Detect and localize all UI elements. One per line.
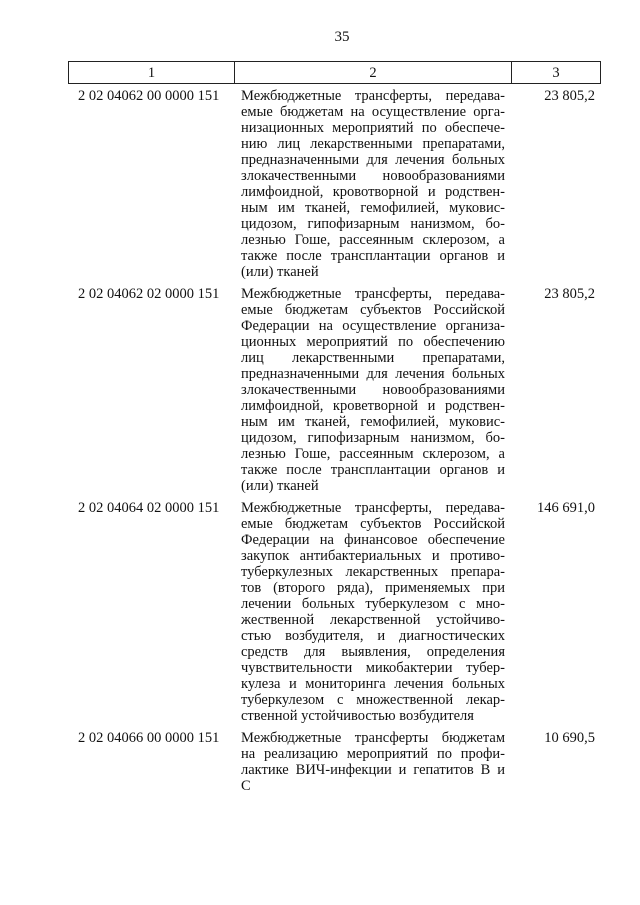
description-line: лезнью Гоше, рассеянным склерозом, а [241,232,505,248]
table-row [68,88,601,280]
description-line: лактике ВИЧ-инфекции и гепатитов В и [241,762,505,778]
description-line: предназначенными для лечения больных [241,366,505,382]
description-line: закупок антибактериальных и противо- [241,548,505,564]
description-cell [235,286,512,494]
description-line: Федерации на осуществление организа- [241,318,505,334]
description-line: злокачественными новообразованиями [241,168,505,184]
column-header-3: 3 [552,64,560,81]
description-line: Федерации на финансовое обеспечение [241,532,505,548]
description-line: емые бюджетам на осуществление орга- [241,104,505,120]
description-line: лимфоидной, кровотворной и родствен- [241,184,505,200]
page-number: 35 [334,29,350,45]
amount-value: 23 805,2 [544,88,595,104]
column-header-1: 1 [69,62,235,83]
description-line: злокачественными новообразованиями [241,382,505,398]
budget-code: 2 02 04064 02 0000 151 [78,500,220,516]
description-line: ным им тканей, гемофилией, муковис- [241,414,505,430]
description-cell [235,88,512,280]
column-header-2: 2 [235,62,512,83]
amount-value: 23 805,2 [544,286,595,302]
description-line: Межбюджетные трансферты, передава- [241,88,505,104]
table-body [68,88,601,800]
description-line: емые бюджетам субъектов Российской [241,302,505,318]
description-line: цидозом, гипофизарным нанизмом, бо- [241,216,505,232]
description-line: также после трансплантации органов и [241,248,505,264]
table-header [68,61,601,84]
budget-code: 2 02 04066 00 0000 151 [78,730,220,746]
description-line: ным им тканей, гемофилией, муковис- [241,200,505,216]
description-line: Межбюджетные трансферты, передава- [241,500,505,516]
description-line: С [241,778,251,794]
description-line: на реализацию мероприятий по профи- [241,746,505,762]
description-line: (или) тканей [241,264,319,280]
description-line: емые бюджетам субъектов Российской [241,516,505,532]
description-line: туберкулезных лекарственных препара- [241,564,505,580]
description-line: низационных мероприятий по обеспече- [241,120,505,136]
table-row [68,286,601,494]
description-line: ственной устойчивостью возбудителя [241,708,474,724]
budget-code: 2 02 04062 00 0000 151 [78,88,220,104]
description-line: средств для выявления, определения [241,644,505,660]
description-line: лезнью Гоше, рассеянным склерозом, а [241,446,505,462]
description-line: тов (второго ряда), применяемых при [241,580,505,596]
description-line: ционных мероприятий по обеспечению [241,334,505,350]
description-line: стью возбудителя, и диагностических [241,628,505,644]
description-line: лиц лекарственными препаратами, [241,350,505,366]
amount-value: 146 691,0 [537,500,595,516]
table-row [68,730,601,794]
description-cell [235,500,512,724]
description-line: туберкулезом с множественной лекар- [241,692,505,708]
amount-value: 10 690,5 [544,730,595,746]
budget-code: 2 02 04062 02 0000 151 [78,286,220,302]
description-line: нию лиц лекарственными препаратами, [241,136,505,152]
description-line: лимфоидной, кроветворной и родствен- [241,398,505,414]
description-line: жественной лекарственной устойчиво- [241,612,505,628]
description-line: также после трансплантации органов и [241,462,505,478]
description-line: цидозом, гипофизарным нанизмом, бо- [241,430,505,446]
description-line: Межбюджетные трансферты бюджетам [241,730,505,746]
description-line: кулеза и мониторинга лечения больных [241,676,505,692]
description-line: (или) тканей [241,478,319,494]
description-line: Межбюджетные трансферты, передава- [241,286,505,302]
description-line: чувствительности микобактерии тубер- [241,660,505,676]
description-line: предназначенными для лечения больных [241,152,505,168]
description-cell [235,730,512,794]
table-row [68,500,601,724]
description-line: лечении больных туберкулезом с мно- [241,596,505,612]
